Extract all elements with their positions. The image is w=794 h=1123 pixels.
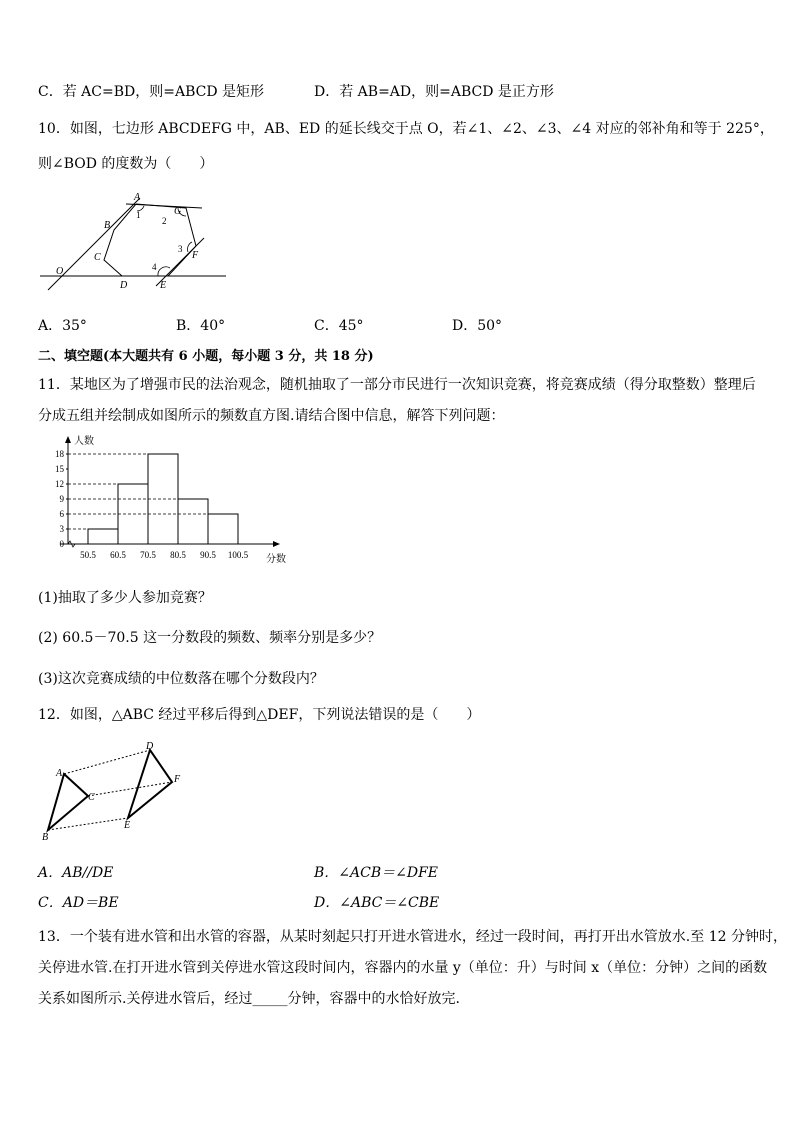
q10-label-d: D [120, 280, 128, 291]
histogram-y-label: 人数 [74, 436, 94, 447]
q12-line-cf [88, 782, 172, 796]
q10-option-a: A．35° [38, 318, 87, 334]
q12-label-f: F [174, 774, 181, 785]
q12-line-ad [64, 750, 150, 774]
q13-stem-line3: 关系如图所示.关停进水管后，经过_____分钟，容器中的水恰好放完. [38, 991, 460, 1007]
q10-stem-line1: 10．如图，七边形 ABCDEFG 中，AB、ED 的延长线交于点 O，若∠1、∠2、∠3、∠4 对应的邻补角和等于 225°， [38, 121, 774, 137]
q12-label-d: D [146, 741, 154, 752]
q10-stem-line2: 则∠BOD 的度数为（ ） [38, 156, 214, 172]
q10-heptagon-figure [36, 190, 226, 290]
q9-option-d: D．若 AB=AD，则=ABCD 是正方形 [314, 84, 554, 100]
q12-label-b: B [42, 832, 49, 843]
histogram-y-tick-0: 0 [59, 539, 64, 549]
q12-option-d: D．∠ABC＝∠CBE [314, 895, 440, 911]
section-2-title: 二、填空题(本大题共有 6 小题，每小题 3 分，共 18 分) [38, 349, 374, 364]
histogram-x-tick-1: 60.5 [110, 550, 126, 560]
q12-option-b: B．∠ACB＝∠DFE [314, 865, 439, 881]
q10-option-d: D．50° [452, 318, 503, 334]
histogram-bar-1 [88, 529, 118, 544]
q12-option-c: C．AD＝BE [38, 895, 119, 911]
histogram-x-tick-5: 100.5 [227, 550, 249, 560]
q11-subquestion-1: (1)抽取了多少人参加竞赛？ [38, 590, 212, 606]
q10-angle-4: 4 [152, 262, 157, 272]
histogram-x-tick-3: 80.5 [170, 550, 186, 560]
q12-label-c: C [88, 792, 95, 803]
histogram-x-tick-4: 90.5 [200, 550, 216, 560]
q10-angle-2: 2 [162, 216, 167, 226]
q13-stem-line2: 关停进水管.在打开进水管到关停进水管这段时间内，容器内的水量 y（单位：升）与时间 x（单位：分钟）之间的函数 [38, 960, 768, 976]
q13-stem-line1: 13．一个装有进水管和出水管的容器，从某时刻起只打开进水管进水，经过一段时间，再打开出水管放水.至 12 分钟时， [38, 929, 787, 945]
q10-option-b: B．40° [176, 318, 226, 334]
q10-option-c: C．45° [314, 318, 364, 334]
q10-label-a: A [134, 192, 141, 203]
q11-stem-line1: 11．某地区为了增强市民的法治观念，随机抽取了一部分市民进行一次知识竞赛，将竞赛成绩（得分取整数）整理后 [38, 377, 756, 393]
histogram-x-tick-0: 50.5 [80, 550, 96, 560]
histogram-y-arrow [65, 436, 71, 443]
q10-label-o: O [56, 266, 64, 277]
q10-label-b: B [104, 220, 111, 231]
q9-option-c: C．若 AC=BD，则=ABCD 是矩形 [38, 84, 265, 100]
histogram-y-tick-12: 12 [55, 479, 64, 489]
q10-label-e: E [160, 280, 167, 291]
q11-subquestion-2: (2) 60.5－70.5 这一分数段的频数、频率分别是多少？ [38, 630, 382, 646]
histogram-x-tick-2: 70.5 [140, 550, 156, 560]
q12-translation-figure [40, 740, 190, 843]
histogram-y-tick-18: 18 [55, 449, 64, 459]
q10-label-c: C [94, 252, 101, 263]
q12-stem: 12．如图，△ABC 经过平移后得到△DEF，下列说法错误的是（ ） [38, 707, 481, 723]
histogram-y-tick-3: 3 [59, 524, 64, 534]
q12-label-a: A [56, 768, 63, 779]
q12-triangle-abc [48, 774, 88, 830]
q10-angle-3: 3 [178, 244, 183, 254]
histogram-y-tick-9: 9 [59, 494, 64, 504]
q12-option-a: A．AB//DE [38, 865, 114, 881]
q12-label-e: E [124, 820, 131, 831]
histogram-bar-5 [208, 514, 238, 544]
q12-triangle-def [128, 750, 172, 818]
q10-angle-arc-4 [158, 267, 170, 276]
q10-label-g: G [174, 206, 182, 217]
q10-label-f: F [192, 250, 199, 261]
histogram-x-label: 分数 [266, 554, 286, 565]
q11-subquestion-3: (3)这次竞赛成绩的中位数落在哪个分数段内？ [38, 671, 324, 687]
histogram-bar-4 [178, 499, 208, 544]
q10-angle-1: 1 [136, 210, 141, 220]
q11-histogram [30, 432, 300, 572]
histogram-y-tick-6: 6 [59, 509, 64, 519]
histogram-x-arrow [273, 541, 280, 547]
q11-stem-line2: 分成五组并绘制成如图所示的频数直方图.请结合图中信息，解答下列问题： [38, 408, 505, 424]
histogram-y-tick-15: 15 [55, 464, 64, 474]
